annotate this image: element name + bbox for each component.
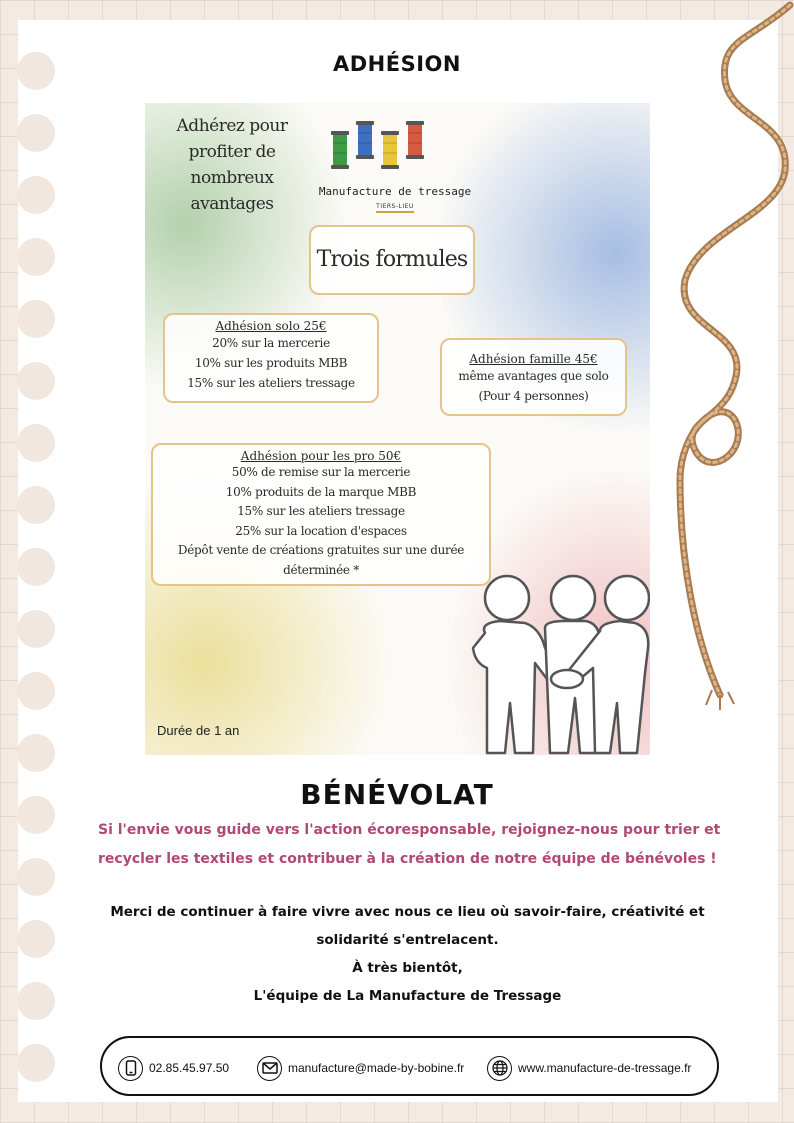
formulas-title-box bbox=[309, 225, 475, 295]
family-membership-box bbox=[440, 338, 627, 416]
thread-spools-icon bbox=[305, 113, 485, 183]
family-line: (Pour 4 personnes) bbox=[478, 389, 589, 403]
contact-bar bbox=[100, 1036, 719, 1096]
formulas-title: Trois formules bbox=[316, 247, 468, 272]
phone-number: 02.85.45.97.50 bbox=[149, 1061, 230, 1075]
thread-spool-icon bbox=[331, 131, 349, 169]
pro-line: 15% sur les ateliers tressage bbox=[237, 504, 405, 519]
solo-line: 15% sur les ateliers tressage bbox=[187, 376, 355, 390]
globe-icon bbox=[487, 1056, 512, 1081]
membership-poster bbox=[145, 103, 650, 755]
thread-spool-icon bbox=[381, 131, 399, 169]
poster-headline: Adhérez pour profiter de nombreux avantages bbox=[176, 116, 288, 214]
teamwork-people-illustration bbox=[465, 573, 650, 755]
pro-line: 50% de remise sur la mercerie bbox=[231, 465, 411, 479]
pro-line: 25% sur la location d'espaces bbox=[235, 523, 407, 538]
adhesion-title: ADHÉSION bbox=[333, 52, 461, 76]
solo-line: 10% sur les produits MBB bbox=[194, 356, 348, 370]
twine-rope-decoration bbox=[640, 0, 794, 720]
phone-icon bbox=[118, 1056, 143, 1081]
closing-greeting: À très bientôt, bbox=[352, 960, 463, 976]
website-url: www.manufacture-de-tressage.fr bbox=[518, 1061, 692, 1075]
membership-duration: Durée de 1 an bbox=[157, 723, 240, 738]
family-heading: Adhésion famille 45€ bbox=[469, 352, 598, 366]
volunteer-call-to-action: Si l'envie vous guide vers l'action écoresponsable, rejoignez-nous pour trier et recycler les textiles et contribuer à la création de notre équipe de bénévoles ! bbox=[98, 822, 721, 867]
family-line: même avantages que solo bbox=[458, 369, 609, 383]
thread-spool-icon bbox=[356, 121, 374, 159]
pro-membership-box bbox=[151, 443, 491, 586]
pro-heading: Adhésion pour les pro 50€ bbox=[240, 449, 402, 463]
manufacture-logo bbox=[305, 113, 485, 223]
benevolat-title: BÉNÉVOLAT bbox=[300, 778, 494, 811]
logo-name: Manufacture de tressage bbox=[318, 185, 472, 198]
email-address: manufacture@made-by-bobine.fr bbox=[288, 1061, 465, 1075]
pro-line: 10% produits de la marque MBB bbox=[225, 484, 417, 499]
logo-subtitle: TIERS-LIEU bbox=[305, 203, 485, 210]
contact-email[interactable] bbox=[257, 1054, 464, 1082]
solo-line: 20% sur la mercerie bbox=[212, 336, 330, 350]
thanks-text: Merci de continuer à faire vivre avec nous ce lieu où savoir-faire, créativité et solidarité s'entrelacent. bbox=[110, 904, 705, 948]
closing-message bbox=[100, 898, 715, 1010]
thread-spool-icon bbox=[406, 121, 424, 159]
pro-line: Dépôt vente de créations gratuites sur une durée déterminée * bbox=[177, 543, 465, 577]
solo-membership-box bbox=[163, 313, 379, 403]
contact-phone[interactable] bbox=[118, 1054, 229, 1082]
contact-website[interactable] bbox=[487, 1054, 691, 1082]
signature: L'équipe de La Manufacture de Tressage bbox=[253, 988, 562, 1004]
solo-heading: Adhésion solo 25€ bbox=[215, 319, 327, 333]
mail-icon bbox=[257, 1056, 282, 1081]
binder-holes bbox=[0, 0, 60, 1123]
